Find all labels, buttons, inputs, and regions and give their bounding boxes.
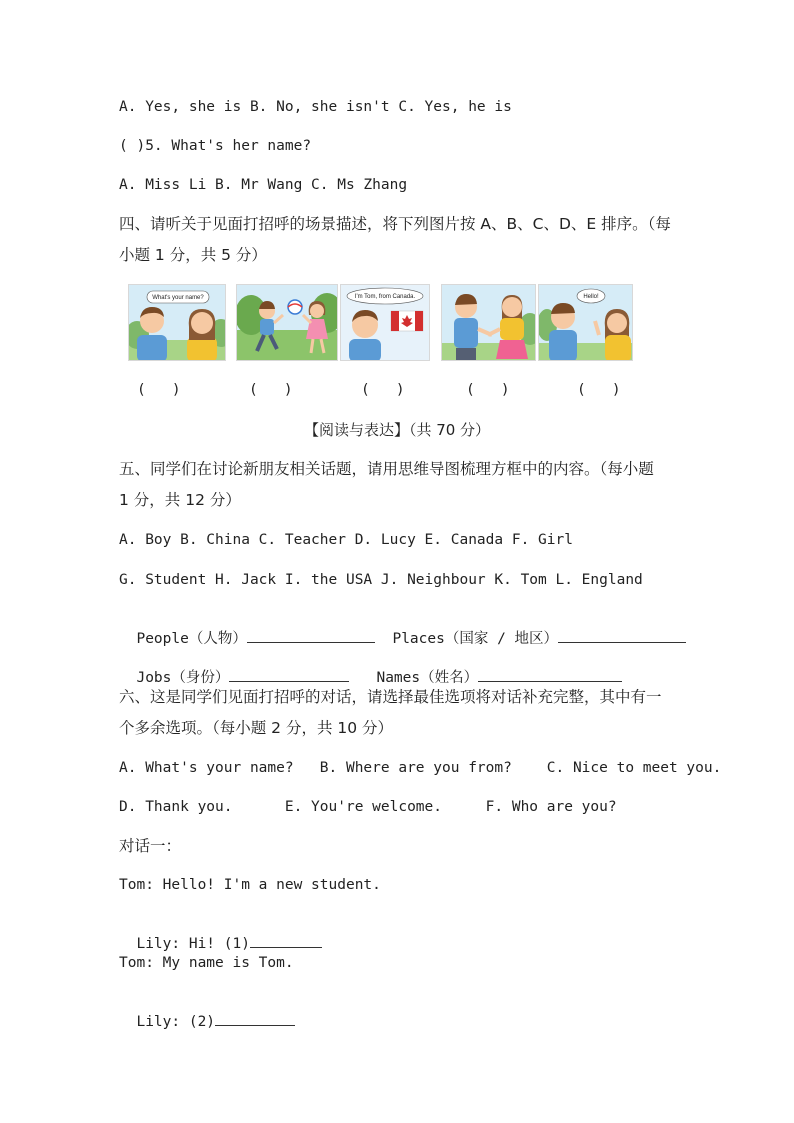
people-blank[interactable] (247, 628, 375, 643)
reading-section-heading: 【阅读与表达】（共 70 分） (303, 421, 491, 439)
section5-title-line1: 五、同学们在讨论新朋友相关话题，请用思维导图梳理方框中的内容。（每小题 (119, 460, 654, 478)
dialogue-blank-1[interactable] (250, 933, 322, 948)
section5-title-line2: 1 分，共 12 分） (119, 491, 241, 509)
picture-5-bubble: Hello! (583, 294, 599, 300)
names-blank[interactable] (478, 667, 622, 682)
picture-3 (340, 284, 430, 361)
q5-question: ( )5. What's her name? (119, 138, 312, 154)
names-row (359, 649, 622, 687)
q4-options: A. Yes, she is B. No, she isn't C. Yes, he is (119, 99, 512, 115)
picture-4 (441, 284, 536, 361)
people-row (119, 610, 375, 648)
picture-1-bubble: What's your name? (152, 295, 204, 301)
dialogue-line-1: Tom: Hello! I'm a new student. (119, 877, 381, 893)
answer-paren-4[interactable]: ( ) (466, 382, 510, 398)
places-blank[interactable] (558, 628, 686, 643)
places-row (375, 610, 686, 648)
jobs-blank[interactable] (229, 667, 349, 682)
section5-options-line2: G. Student H. Jack I. the USA J. Neighbour K. Tom L. England (119, 572, 643, 588)
section4-title-line1: 四、请听关于见面打招呼的场景描述，将下列图片按 A、B、C、D、E 排序。（每 (119, 215, 671, 233)
q5-options: A. Miss Li B. Mr Wang C. Ms Zhang (119, 177, 408, 193)
jobs-label: Jobs（身份） (136, 670, 230, 686)
answer-paren-1[interactable]: ( ) (137, 382, 181, 398)
section6-options-line2: D. Thank you. E. You're welcome. F. Who are you? (119, 799, 617, 815)
answer-paren-2[interactable]: ( ) (249, 382, 293, 398)
picture-2 (236, 284, 338, 361)
section6-options-line1: A. What's your name? B. Where are you from? C. Nice to meet you. (119, 760, 722, 776)
section4-title-line2: 小题 1 分，共 5 分） (119, 246, 267, 264)
dialogue-blank-2[interactable] (215, 1011, 295, 1026)
picture-5 (538, 284, 633, 361)
places-label: Places（国家 / 地区） (392, 631, 559, 647)
picture-1 (128, 284, 226, 361)
dialogue-line-4-text: Lily: (2) (136, 1014, 216, 1030)
dialogue-line-4 (119, 993, 295, 1031)
jobs-row (119, 649, 349, 687)
dialogue-line-2 (119, 915, 322, 953)
dialogue-line-2-text: Lily: Hi! (1) (136, 936, 250, 952)
section5-options-line1: A. Boy B. China C. Teacher D. Lucy E. Canada F. Girl (119, 532, 573, 548)
section6-title-line1: 六、这是同学们见面打招呼的对话，请选择最佳选项将对话补充完整，其中有一 (119, 688, 662, 706)
answer-paren-5[interactable]: ( ) (577, 382, 621, 398)
people-label: People（人物） (136, 631, 247, 647)
dialogue-line-3: Tom: My name is Tom. (119, 955, 294, 971)
names-label: Names（姓名） (376, 670, 479, 686)
section6-title-line2: 个多余选项。（每小题 2 分，共 10 分） (119, 719, 394, 737)
answer-paren-3[interactable]: ( ) (361, 382, 405, 398)
dialogue-label: 对话一： (119, 837, 182, 855)
picture-3-bubble: I'm Tom, from Canada. (354, 294, 416, 300)
